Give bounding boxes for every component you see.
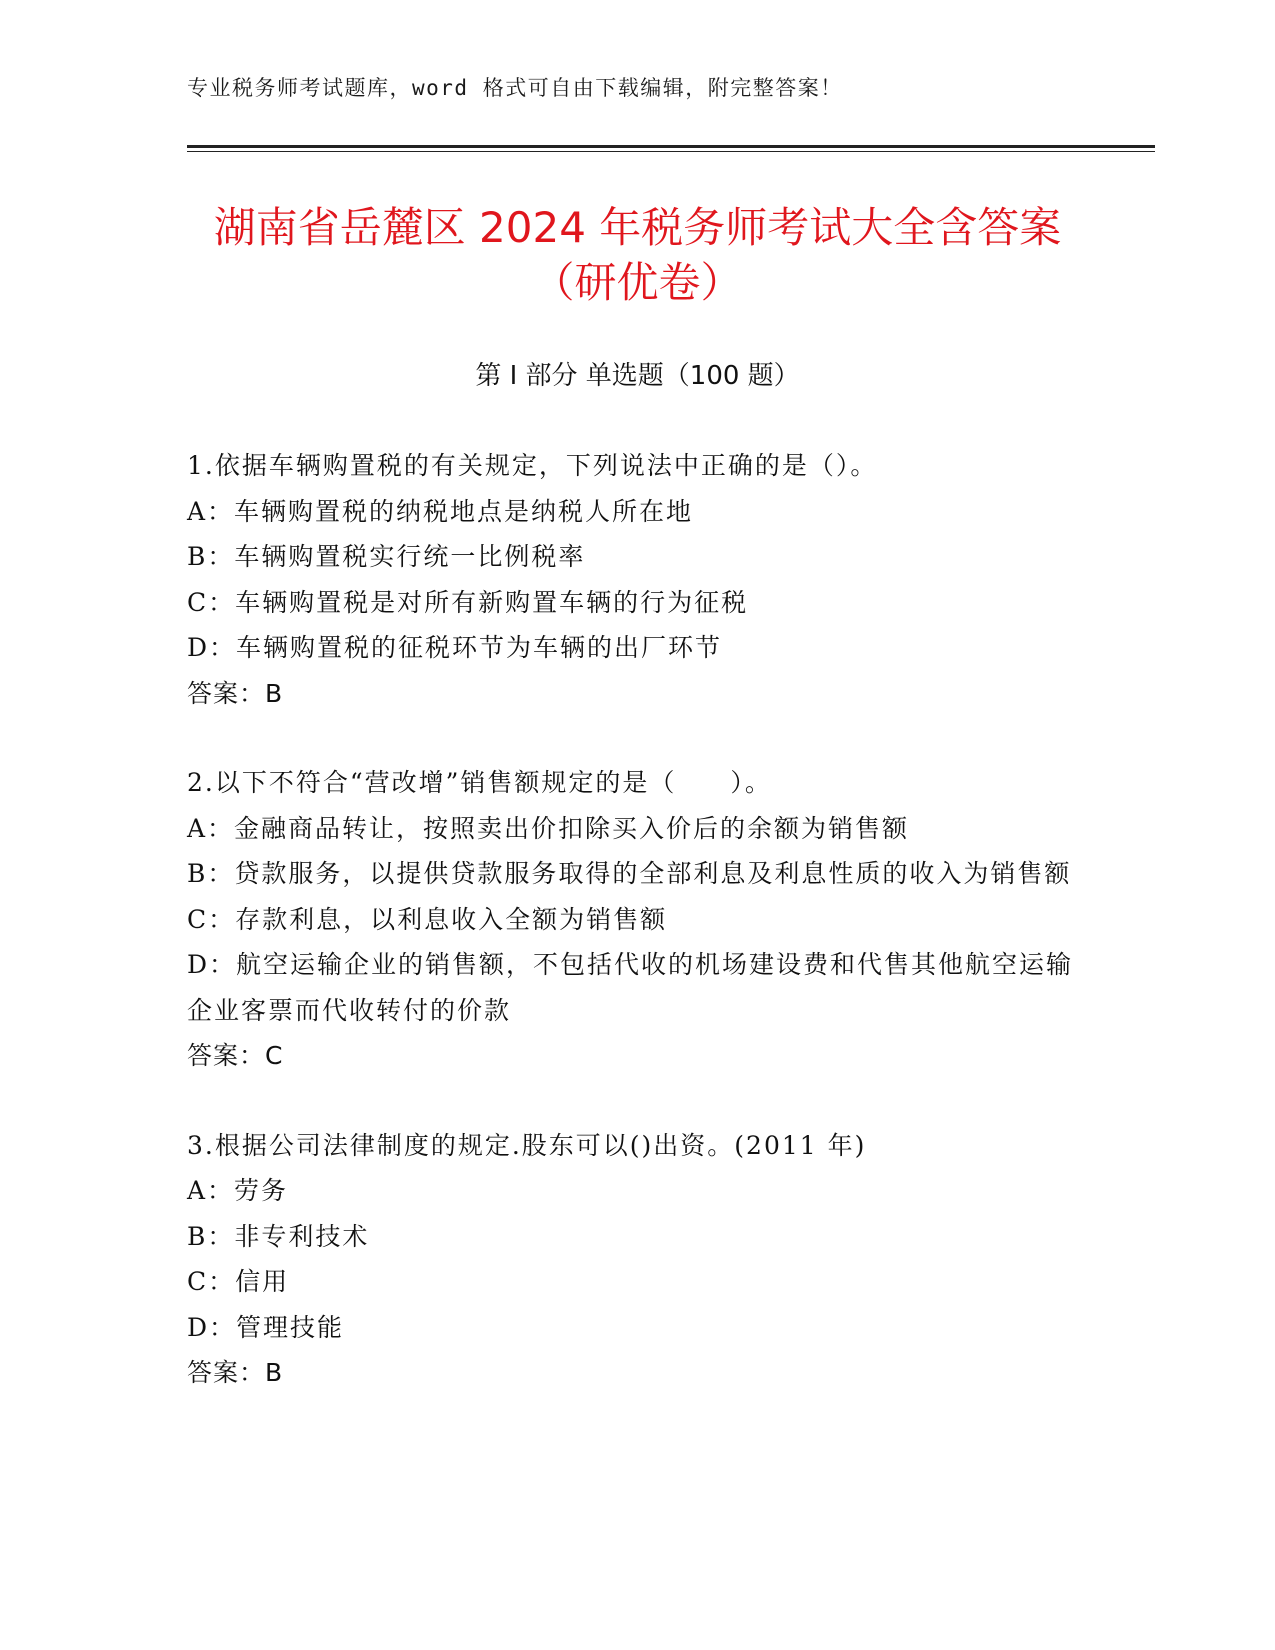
option-d: D：航空运输企业的销售额，不包括代收的机场建设费和代售其他航空运输企业客票而代收转付的价款 xyxy=(187,950,1074,1025)
question-3 xyxy=(187,1123,1087,1396)
header-rule-thin xyxy=(187,151,1155,152)
option-c: C：存款利息，以利息收入全额为销售额 xyxy=(187,904,668,934)
option-b: B：车辆购置税实行统一比例税率 xyxy=(187,542,586,571)
question-stem: 3.根据公司法律制度的规定.股东可以()出资。(2011 年) xyxy=(187,1130,867,1160)
option-a: A：车辆购置税的纳税地点是纳税人所在地 xyxy=(187,496,694,526)
title-line-2: （研优卷） xyxy=(532,258,743,307)
question-stem: 2.以下不符合“营改增”销售额规定的是（ ）。 xyxy=(187,768,772,797)
option-c: C：车辆购置税是对所有新购置车辆的行为征税 xyxy=(187,587,749,617)
question-1 xyxy=(187,443,1087,716)
option-a: A：金融商品转让，按照卖出价扣除买入价后的余额为销售额 xyxy=(187,813,910,843)
option-b: B：贷款服务，以提供贷款服务取得的全部利息及利息性质的收入为销售额 xyxy=(187,859,1072,888)
header-rule xyxy=(187,145,1155,148)
answer: 答案：B xyxy=(187,678,284,708)
option-d: D：车辆购置税的征税环节为车辆的出厂环节 xyxy=(187,633,723,662)
answer: 答案：B xyxy=(187,1358,284,1387)
question-list xyxy=(187,443,1087,1440)
section-heading: 第 I 部分 单选题（100 题） xyxy=(475,361,800,391)
answer: 答案：C xyxy=(187,1041,284,1070)
document-title xyxy=(100,200,1175,310)
option-d: D：管理技能 xyxy=(187,1312,345,1342)
header-note: 专业税务师考试题库，word 格式可自由下载编辑，附完整答案！ xyxy=(187,76,843,100)
question-2 xyxy=(187,760,1087,1079)
title-line-1: 湖南省岳麓区 2024 年税务师考试大全含答案 xyxy=(213,203,1062,252)
option-b: B：非专利技术 xyxy=(187,1221,370,1251)
question-stem: 1.依据车辆购置税的有关规定，下列说法中正确的是（）。 xyxy=(187,451,878,480)
option-a: A：劳务 xyxy=(187,1176,289,1205)
option-c: C：信用 xyxy=(187,1267,290,1296)
